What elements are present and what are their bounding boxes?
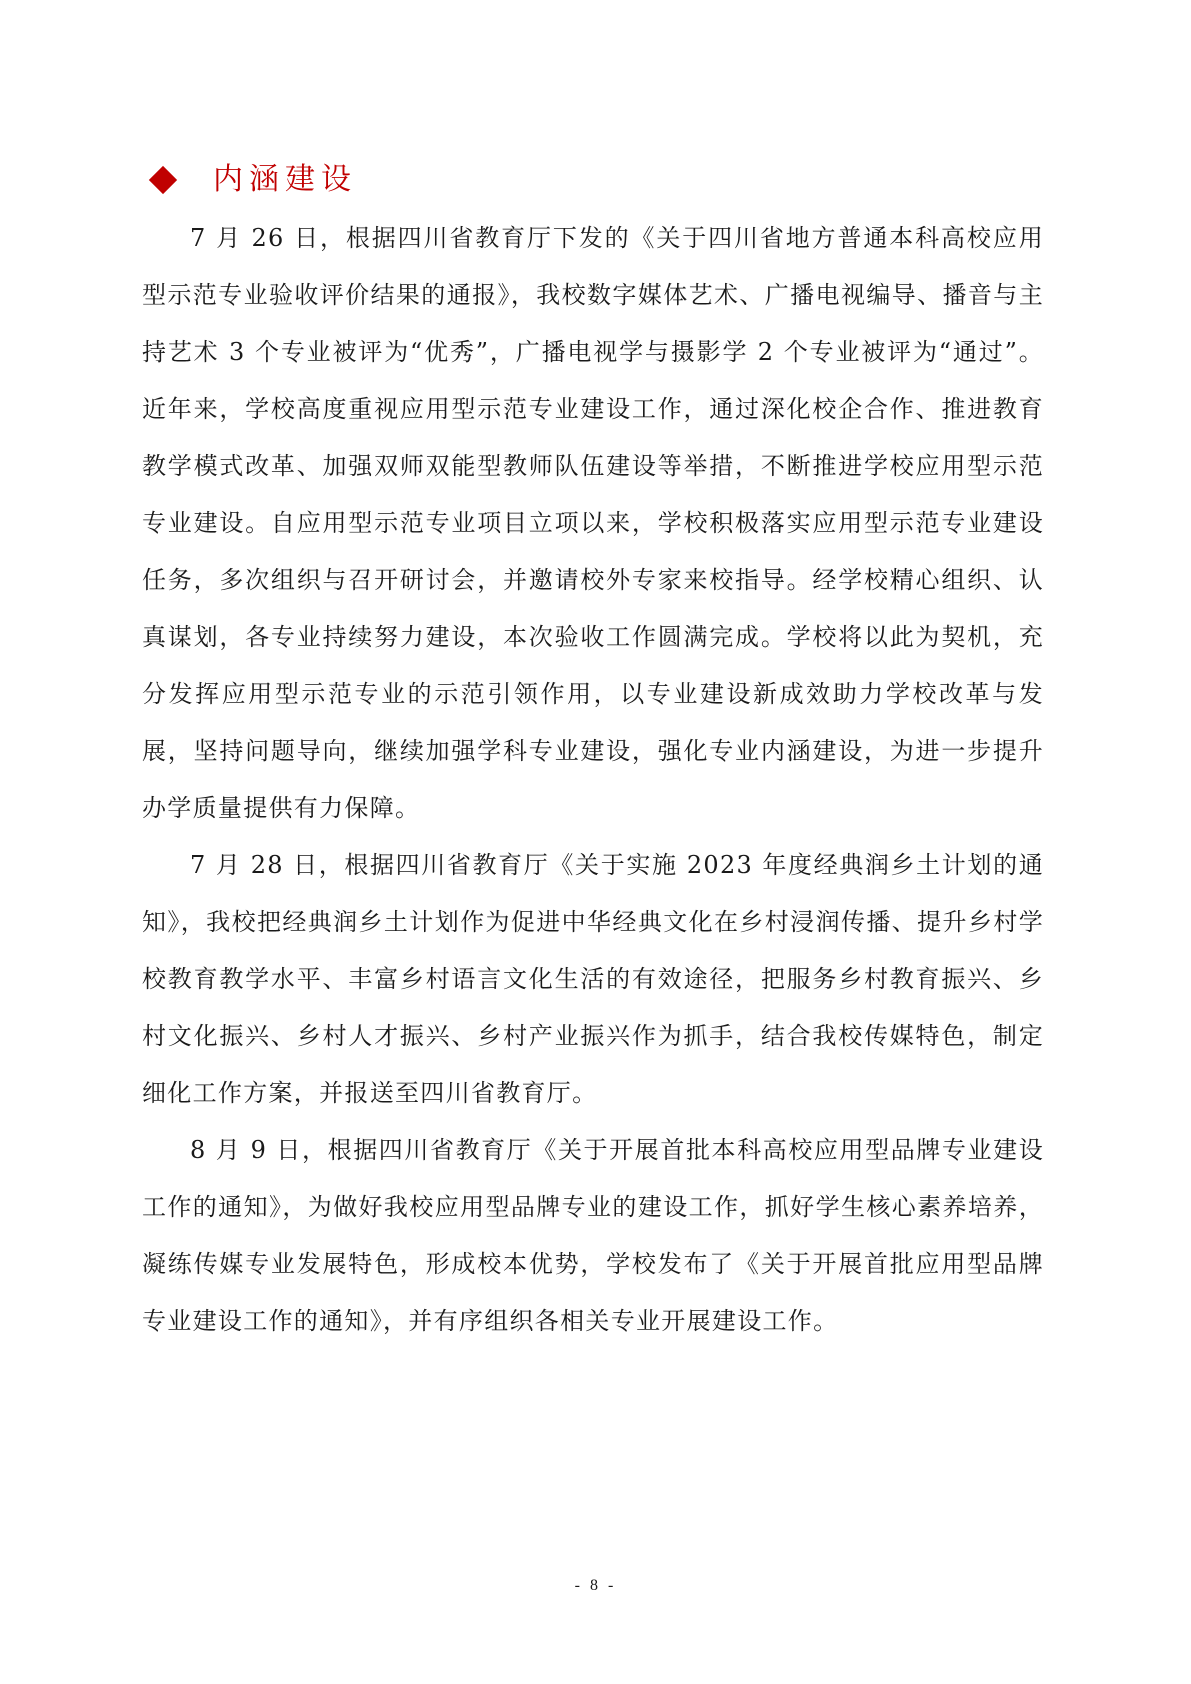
page-number: - 8 - <box>574 1577 617 1594</box>
paragraph-1: 7 月 26 日，根据四川省教育厅下发的《关于四川省地方普通本科高校应用型示范专业验收评价结果的通报》，我校数字媒体艺术、广播电视编导、播音与主持艺术 3 个专业被评为“优秀”，广播电视学与摄影学 2 个专业被评为“通过”。近年来，学校高度重视应用型示范专业建设工作，通过深化校企合作、推进教育教学模式改革、加强双师双能型教师队伍建设等举措，不断推进学校应用型示范专业建设。自应用型示范专业项目立项以来，学校积极落实应用型示范专业建设任务，多次组织与召开研讨会，并邀请校外专家来校指导。经学校精心组织、认真谋划，各专业持续努力建设，本次验收工作圆满完成。学校将以此为契机，充分发挥应用型示范专业的示范引领作用，以专业建设新成效助力学校改革与发展，坚持问题导向，继续加强学科专业建设，强化专业内涵建设，为进一步提升办学质量提供有力保障。 <box>142 224 1044 822</box>
section-heading <box>147 158 357 202</box>
section-title: 内涵建设 <box>213 162 357 197</box>
paragraph-3: 8 月 9 日，根据四川省教育厅《关于开展首批本科高校应用型品牌专业建设工作的通知》，为做好我校应用型品牌专业的建设工作，抓好学生核心素养培养，凝练传媒专业发展特色，形成校本优势，学校发布了《关于开展首批应用型品牌专业建设工作的通知》，并有序组织各相关专业开展建设工作。 <box>142 1136 1044 1335</box>
paragraph-2: 7 月 28 日，根据四川省教育厅《关于实施 2023 年度经典润乡土计划的通知》，我校把经典润乡土计划作为促进中华经典文化在乡村浸润传播、提升乡村学校教育教学水平、丰富乡村语言文化生活的有效途径，把服务乡村教育振兴、乡村文化振兴、乡村人才振兴、乡村产业振兴作为抓手，结合我校传媒特色，制定细化工作方案，并报送至四川省教育厅。 <box>142 851 1044 1107</box>
diamond-bullet-icon <box>149 166 177 194</box>
body-text <box>142 210 1044 1350</box>
